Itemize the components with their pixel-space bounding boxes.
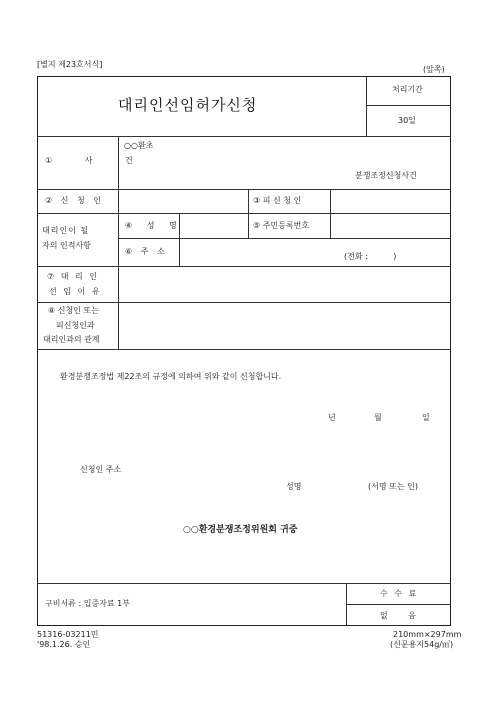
relation-label-line3: 대리인과의 관계 (43, 335, 100, 344)
title-divider (366, 76, 367, 136)
paper-size: 210mm×297mm (393, 630, 462, 639)
row-divider (37, 302, 451, 303)
relation-label-line2: 피신청인과 (56, 321, 95, 330)
row-divider (37, 136, 451, 137)
mid-divider (248, 189, 249, 238)
approval-date: '98.1.26. 승인 (37, 640, 91, 649)
case-label: ① 사 건 (45, 156, 133, 165)
signature-label: (서명 또는 인) (368, 482, 418, 491)
date-day: 일 (422, 413, 430, 422)
row-divider (37, 583, 451, 584)
reason-label-line2: 선 임 이 유 (49, 287, 102, 296)
agent-address-label: ⑥ 주 소 (125, 247, 165, 256)
fee-column-divider (346, 583, 347, 626)
agent-rrn-label: ⑤ 주민등록번호 (253, 221, 310, 230)
agent-label-line2: 자의 인적사항 (42, 241, 91, 250)
addressee: ○○환경분쟁조정위원회 귀중 (183, 525, 298, 535)
page-side-label: (앞쪽) (423, 65, 445, 74)
applicant-name-label: 성명 (286, 482, 302, 491)
form-code: 51316-03211민 (37, 630, 99, 639)
applicant-label: ② 신 청 인 (45, 196, 104, 205)
case-note: 분쟁조정신청사건 (355, 171, 417, 180)
mid-divider (330, 189, 331, 238)
agent-name-label: ④ 성 명 (125, 221, 177, 230)
row-divider (37, 213, 451, 214)
paper-type: (신문용지54g/㎡) (390, 640, 454, 649)
reason-label-line1: ⑦ 대 리 인 (47, 272, 99, 281)
fee-label: 수 수 료 (380, 589, 419, 598)
row-divider (37, 266, 451, 267)
case-value: ○○환초 (124, 141, 154, 150)
form-title: 대리인선임허가신청 (118, 96, 258, 114)
declaration-statement: 환경분쟁조정법 제22조의 규정에 의하여 위와 같이 신청합니다. (60, 372, 282, 381)
relation-label-line1: ⑧ 신청인 또는 (48, 306, 99, 315)
processing-value: 30일 (398, 116, 416, 125)
row-divider (37, 349, 451, 350)
processing-label: 처리기간 (392, 85, 423, 94)
agent-label-line1: 대리인이 될 (42, 226, 90, 235)
date-month: 월 (374, 413, 382, 422)
fee-value: 없 음 (380, 611, 416, 620)
applicant-address-label: 신청인 주소 (80, 465, 122, 474)
row-divider (118, 238, 451, 239)
respondent-label: ③ 피 신 청 인 (253, 196, 302, 205)
processing-divider (366, 105, 451, 106)
required-documents: 구비서류 : 입증자료 1부 (45, 599, 130, 608)
form-number: [별지 제23호서식] (37, 60, 103, 69)
row-divider (37, 189, 451, 190)
agent-phone: (전화 : ) (344, 252, 397, 261)
fee-divider (346, 604, 451, 605)
agent-label-divider (179, 213, 180, 266)
date-year: 년 (328, 413, 336, 422)
label-column-divider (118, 136, 119, 349)
